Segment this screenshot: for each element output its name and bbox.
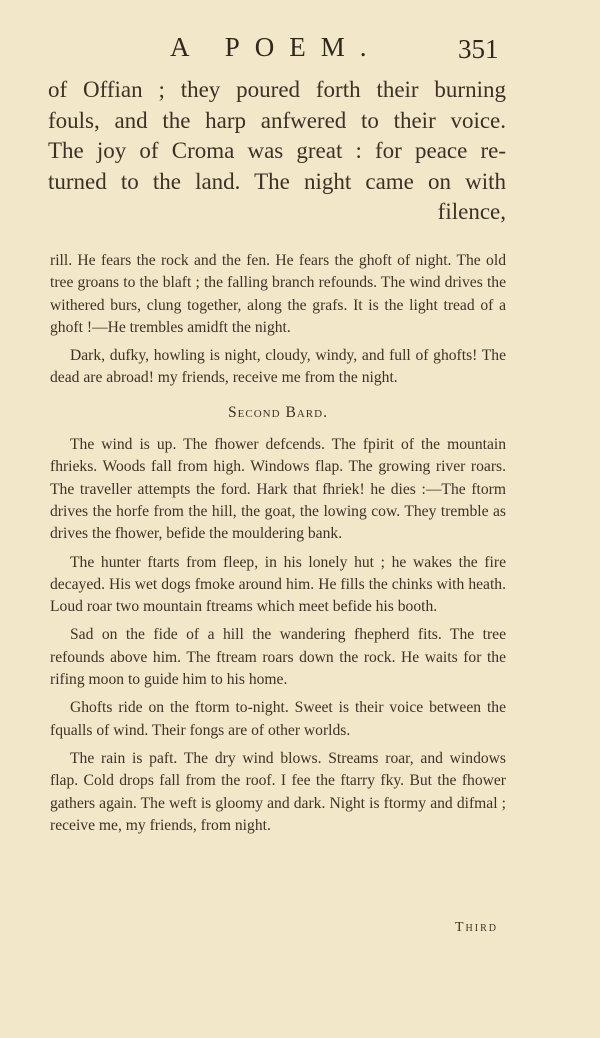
text-line: fouls, and the harp anfwered to their voice.	[48, 107, 506, 133]
paragraph: rill. He fears the rock and the fen. He fears the ghoft of night. The old tree groans to the blaft ; the falling branch refounds. The wind drives the withered burs, clung together, along the grafs. It is the light tread of a ghoft !—He trembles amidft the night.	[50, 252, 506, 336]
text-line: turned to the land. The night came on with	[48, 168, 506, 194]
text-line: of Offian ; they poured forth their burning	[48, 77, 506, 102]
paragraph: The hunter ftarts from fleep, in his lonely hut ; he wakes the fire decayed. His wet dogs fmoke around him. He fills the chinks with heath. Loud roar two mountain ftreams which meet befide his booth.	[50, 553, 506, 616]
paragraph: Sad on the fide of a hill the wandering fhepherd fits. The tree refounds above him. The ftream roars down the rock. He waits for the rifing moon to guide him to his home.	[50, 626, 506, 689]
text-line: The joy of Croma was great : for peace re-	[48, 138, 506, 163]
page-number: 351	[458, 34, 499, 64]
large-type-passage	[48, 75, 506, 228]
paragraph: The rain is paft. The dry wind blows. Streams roar, and windows flap. Cold drops fall from the roof. I fee the ftarry fky. But the fhower gathers again. The weft is gloomy and dark. Night is ftormy and difmal ; receive me, my friends, from night.	[50, 749, 506, 834]
paragraph: The wind is up. The fhower defcends. The fpirit of the mountain fhrieks. Woods fall from high. Windows flap. The growing river roars. The traveller attempts the ford. Hark that fhriek! he dies :—The ftorm drives the horfe from the hill, the goat, the lowing cow. They tremble as drives the fhower, befide the mouldering bank.	[50, 436, 506, 543]
text-line: filence,	[437, 199, 506, 224]
paragraph: Dark, dufky, howling is night, cloudy, windy, and full of ghofts! The dead are abroad! my friends, receive me from the night.	[50, 347, 506, 387]
small-type-passage	[50, 250, 506, 843]
running-title: A POEM.	[170, 32, 382, 62]
paragraph: Ghofts ride on the ftorm to-night. Sweet is their voice between the fqualls of wind. Their fongs are of other worlds.	[50, 699, 506, 739]
catchword: Third	[455, 920, 498, 935]
section-heading: Second Bard.	[228, 403, 328, 421]
